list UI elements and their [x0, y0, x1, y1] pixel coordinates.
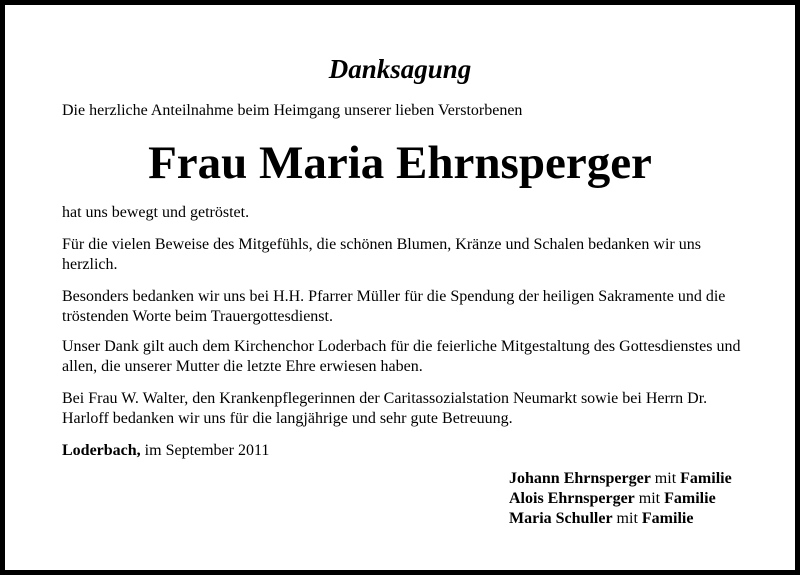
signer-name: Johann Ehrnsperger — [509, 470, 651, 487]
paragraph-pastor: Besonders bedanken wir uns bei H.H. Pfarrer Müller für die Spendung der heiligen Sakramente und die tröstenden Worte beim Trauergottesdienst. — [62, 288, 726, 325]
signer-line — [509, 509, 732, 529]
signer-line — [509, 469, 732, 489]
deceased-name: Frau Maria Ehrnsperger — [148, 137, 652, 189]
paragraph-care: Bei Frau W. Walter, den Krankenpflegerinnen der Caritassozialstation Neumarkt sowie bei Herrn Dr. Harloff bedanken wir uns für die langjährige und sehr gute Betreuung. — [62, 390, 708, 427]
notice-title: Danksagung — [328, 54, 472, 84]
signer-suffix: Familie — [641, 510, 694, 527]
signer-name: Alois Ehrnsperger — [509, 490, 635, 507]
paragraph-choir: Unser Dank gilt auch dem Kirchenchor Loderbach für die feierliche Mitgestaltung des Gottesdienstes und allen, die unserer Mutter die letzte Ehre erwiesen haben. — [62, 338, 741, 375]
signer-line — [509, 489, 732, 509]
date: im September 2011 — [144, 442, 270, 459]
signers-block — [509, 469, 732, 529]
signer-connector: mit — [638, 490, 661, 507]
signer-connector: mit — [616, 510, 638, 527]
signer-connector: mit — [654, 470, 677, 487]
signer-suffix: Familie — [680, 470, 732, 487]
signer-name: Maria Schuller — [509, 510, 613, 527]
signer-suffix: Familie — [664, 490, 716, 507]
paragraph-consolation: hat uns bewegt und getröstet. — [62, 204, 250, 221]
paragraph-flowers: Für die vielen Beweise des Mitgefühls, die schönen Blumen, Kränze und Schalen bedanken wir uns herzlich. — [62, 236, 701, 273]
place-date — [62, 441, 269, 461]
place: Loderbach, — [62, 442, 141, 459]
intro-text: Die herzliche Anteilnahme beim Heimgang unserer lieben Verstorbenen — [62, 102, 523, 119]
